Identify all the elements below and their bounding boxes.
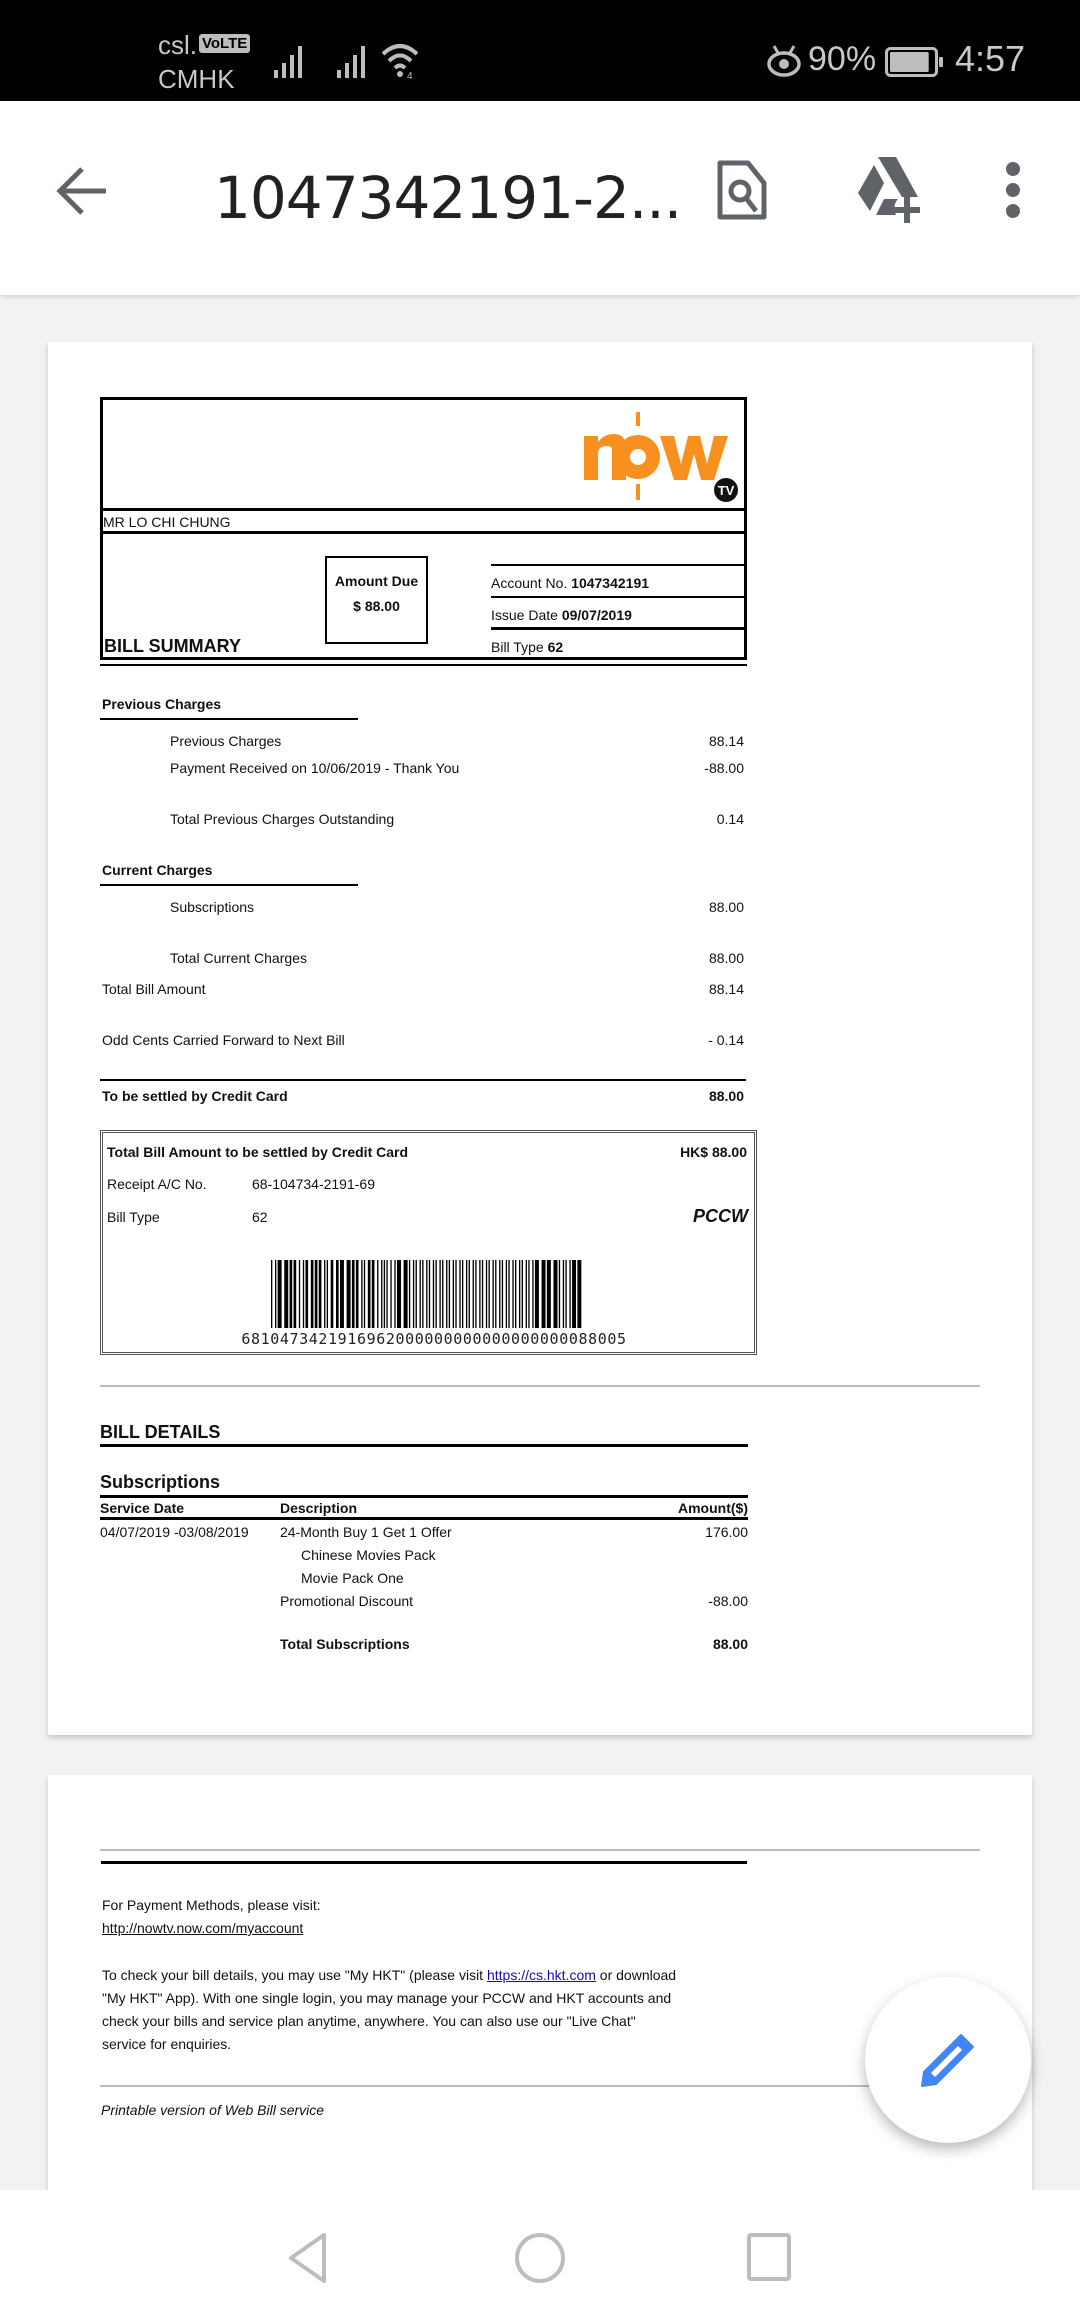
wifi-icon [380, 40, 426, 80]
description: Movie Pack One [301, 1570, 404, 1586]
description: Promotional Discount [280, 1593, 414, 1609]
barcode-bar [482, 1260, 483, 1328]
barcode-bar [352, 1260, 355, 1328]
charge-amount: -88.00 [704, 760, 744, 776]
barcode-bar [559, 1260, 560, 1328]
barcode-bar [305, 1260, 308, 1328]
signal-icon [272, 42, 312, 78]
barcode-bar [506, 1260, 507, 1328]
barcode-bar [572, 1260, 576, 1328]
eye-comfort-icon [765, 42, 803, 80]
charge-row [170, 733, 744, 749]
divider [100, 718, 358, 720]
description: Chinese Movies Pack [301, 1547, 436, 1563]
nav-home-icon[interactable] [514, 2232, 566, 2284]
now-tv-logo [580, 408, 740, 504]
barcode-bar [462, 1260, 463, 1328]
barcode-bar [563, 1260, 564, 1328]
carrier-primary: csl. [158, 30, 197, 60]
barcode-bar [475, 1260, 476, 1328]
barcode-bar [327, 1260, 328, 1328]
bill-type [491, 639, 563, 655]
total-bill-row [102, 981, 744, 997]
edit-fab[interactable] [865, 1977, 1031, 2143]
issue-date [491, 607, 632, 623]
slip-bill-type-label: Bill Type [107, 1209, 160, 1225]
barcode-bar [271, 1260, 272, 1328]
amount: 176.00 [705, 1524, 748, 1540]
charge-label: Total Previous Charges Outstanding [170, 811, 395, 827]
barcode-bar [275, 1260, 276, 1328]
barcode-bar [290, 1260, 293, 1328]
column-header-date: Service Date [100, 1500, 185, 1516]
barcode-bar [416, 1260, 417, 1328]
barcode-bar [473, 1260, 474, 1328]
column-header-description: Description [280, 1500, 358, 1516]
signal-icon [335, 42, 375, 78]
barcode-bar [469, 1260, 470, 1328]
barcode-bar [294, 1260, 297, 1328]
description: 24-Month Buy 1 Get 1 Offer [280, 1524, 452, 1540]
odd-cents-amount: - 0.14 [708, 1032, 744, 1048]
divider [491, 596, 745, 598]
barcode-bar [311, 1260, 314, 1328]
total-bill-label: Total Bill Amount [102, 981, 206, 997]
charge-row [170, 760, 744, 776]
charge-total-row [170, 950, 744, 966]
odd-cents-label: Odd Cents Carried Forward to Next Bill [102, 1032, 345, 1048]
back-arrow-icon[interactable] [54, 161, 114, 221]
barcode-bar [372, 1260, 375, 1328]
info-text: or download [595, 1967, 677, 1983]
bill-type-value: 62 [547, 639, 564, 655]
info-line: service for enquiries. [102, 2036, 232, 2052]
current-charges-heading: Current Charges [102, 862, 213, 878]
divider [101, 1861, 747, 1864]
barcode-bar [512, 1260, 513, 1328]
edit-pencil-icon [918, 2030, 978, 2090]
divider [100, 1444, 748, 1447]
pccw-brand: PCCW [693, 1206, 748, 1226]
payment-methods-text: For Payment Methods, please visit: [102, 1897, 321, 1913]
barcode-bar [386, 1260, 387, 1328]
barcode [271, 1260, 584, 1328]
barcode-bar [381, 1260, 382, 1328]
divider [491, 564, 745, 566]
volte-badge: VoLTE [199, 34, 250, 53]
document-title: 1047342191-2... [214, 164, 682, 232]
divider [100, 531, 747, 534]
barcode-bar [420, 1260, 421, 1328]
barcode-bar [442, 1260, 443, 1328]
battery-icon [885, 47, 945, 77]
barcode-bar [499, 1260, 500, 1328]
barcode-bar [439, 1260, 440, 1328]
barcode-number: 6810473421916962000000000000000000088005 [241, 1330, 627, 1348]
service-date: 04/07/2019 -03/08/2019 [100, 1524, 249, 1540]
amount: -88.00 [708, 1593, 748, 1609]
barcode-bar [449, 1260, 450, 1328]
barcode-bar [336, 1260, 339, 1328]
nav-recents-icon[interactable] [746, 2232, 792, 2282]
bill-summary-title: BILL SUMMARY [104, 636, 241, 656]
barcode-bar [554, 1260, 558, 1328]
pdf-page-1 [48, 342, 1032, 1735]
settled-row [102, 1088, 744, 1104]
barcode-bar [492, 1260, 493, 1328]
account-number-value: 1047342191 [571, 575, 650, 591]
barcode-bar [479, 1260, 480, 1328]
barcode-bar [455, 1260, 456, 1328]
barcode-bar [489, 1260, 490, 1328]
barcode-bar [397, 1260, 401, 1328]
slip-amount: HK$ 88.00 [680, 1144, 747, 1160]
barcode-bar [519, 1260, 520, 1328]
divider [100, 1079, 746, 1081]
charge-label: Payment Received on 10/06/2019 - Thank You [170, 760, 460, 776]
column-header-amount: Amount($) [678, 1500, 748, 1516]
payment-methods-link[interactable]: http://nowtv.now.com/myaccount [102, 1920, 304, 1936]
customer-name: MR LO CHI CHUNG [103, 514, 231, 530]
barcode-bar [446, 1260, 447, 1328]
charge-label: Total Current Charges [170, 950, 307, 966]
divider [100, 1385, 980, 1387]
barcode-bar [577, 1260, 581, 1328]
charge-amount: 88.00 [708, 950, 744, 966]
subscriptions-subtitle: Subscriptions [100, 1472, 221, 1492]
barcode-bar [426, 1260, 427, 1328]
barcode-bar [508, 1260, 509, 1328]
info-line: check your bills and service plan anytime, anywhere. You can also use our "Live Chat" [102, 2013, 636, 2029]
barcode-bar [542, 1260, 546, 1328]
barcode-bar [522, 1260, 523, 1328]
barcode-bar [384, 1260, 385, 1328]
barcode-bar [466, 1260, 467, 1328]
barcode-bar [486, 1260, 487, 1328]
barcode-bar [547, 1260, 551, 1328]
receipt-value: 68-104734-2191-69 [252, 1176, 375, 1192]
total-subscriptions-amount: 88.00 [712, 1636, 748, 1652]
bill-type-label: Bill Type [491, 639, 544, 655]
info-line [102, 1964, 782, 1987]
more-vert-icon[interactable] [998, 159, 1028, 221]
barcode-bar [394, 1260, 395, 1328]
charge-row [170, 899, 744, 915]
pdf-page-2 [48, 1775, 1032, 2215]
barcode-bar [429, 1260, 430, 1328]
info-text: To check your bill details, you may use "My HKT" (please visit [102, 1967, 487, 1983]
barcode-bar [356, 1260, 359, 1328]
clock: 4:57 [955, 38, 1026, 79]
account-number [491, 575, 649, 591]
slip-bill-type-value: 62 [252, 1209, 268, 1225]
barcode-bar [569, 1260, 570, 1328]
receipt-label: Receipt A/C No. [107, 1176, 207, 1192]
status-bar [0, 0, 1080, 101]
barcode-bar [502, 1260, 503, 1328]
barcode-bar [515, 1260, 516, 1328]
amount-due-box [325, 556, 428, 644]
app-toolbar [0, 101, 1080, 295]
battery-percent: 90% [808, 40, 877, 78]
total-subscriptions-label: Total Subscriptions [280, 1636, 410, 1652]
divider [100, 1495, 748, 1498]
barcode-bar [526, 1260, 527, 1328]
amount-due-value: $ 88.00 [353, 598, 400, 614]
barcode-bar [565, 1260, 566, 1328]
barcode-bar [495, 1260, 496, 1328]
total-bill-amount: 88.14 [708, 981, 744, 997]
divider [491, 627, 745, 630]
charge-amount: 88.00 [708, 899, 744, 915]
barcode-bar [453, 1260, 454, 1328]
divider [100, 884, 358, 886]
barcode-bar [284, 1260, 288, 1328]
bill-details-title: BILL DETAILS [100, 1422, 221, 1442]
divider [100, 2085, 980, 2087]
barcode-bar [390, 1260, 391, 1328]
charge-label: Subscriptions [170, 899, 255, 915]
charge-label: Previous Charges [170, 733, 282, 749]
barcode-bar [324, 1260, 325, 1328]
barcode-bar [532, 1260, 533, 1328]
barcode-bar [347, 1260, 351, 1328]
svg-text:4: 4 [407, 71, 413, 80]
settled-amount: 88.00 [708, 1088, 744, 1104]
carrier-secondary: CMHK [158, 64, 235, 94]
previous-charges-heading: Previous Charges [102, 696, 222, 712]
odd-cents-row [102, 1032, 744, 1048]
barcode-bar [278, 1260, 282, 1328]
issue-date-label: Issue Date [491, 607, 558, 623]
hkt-link[interactable]: https://cs.hkt.com [486, 1967, 596, 1983]
barcode-bar [368, 1260, 371, 1328]
divider [100, 508, 747, 511]
charge-amount: 0.14 [716, 811, 744, 827]
barcode-bar [299, 1260, 300, 1328]
slip-title: Total Bill Amount to be settled by Credit Card [107, 1144, 409, 1160]
divider [100, 1517, 748, 1520]
barcode-bar [433, 1260, 434, 1328]
barcode-bar [404, 1260, 408, 1328]
barcode-bar [435, 1260, 436, 1328]
barcode-bar [459, 1260, 460, 1328]
divider [100, 1849, 980, 1851]
charge-total-row [170, 811, 744, 827]
system-nav-bar [0, 2190, 1080, 2310]
find-in-document-icon[interactable] [716, 159, 768, 221]
barcode-bar [331, 1260, 334, 1328]
account-number-label: Account No. [491, 575, 568, 591]
barcode-bar [413, 1260, 414, 1328]
barcode-bar [364, 1260, 365, 1328]
barcode-bar [528, 1260, 529, 1328]
charge-amount: 88.14 [708, 733, 744, 749]
barcode-bar [422, 1260, 423, 1328]
barcode-bar [319, 1260, 322, 1328]
printable-version-note: Printable version of Web Bill service [101, 2102, 325, 2118]
nav-back-icon[interactable] [286, 2232, 330, 2284]
barcode-bar [409, 1260, 410, 1328]
issue-date-value: 09/07/2019 [561, 607, 632, 623]
logo-tv-text: TV [717, 483, 735, 498]
slip-title-row [107, 1144, 747, 1160]
barcode-bar [377, 1260, 378, 1328]
my-hkt-info [102, 1964, 782, 2056]
barcode-bar [361, 1260, 362, 1328]
barcode-bar [315, 1260, 318, 1328]
divider [100, 664, 747, 666]
settled-label: To be settled by Credit Card [102, 1088, 288, 1104]
drive-add-icon[interactable] [852, 153, 924, 223]
barcode-bar [303, 1260, 304, 1328]
barcode-bar [535, 1260, 539, 1328]
barcode-bar [340, 1260, 344, 1328]
info-line: "My HKT" App). With one single login, you may manage your PCCW and HKT accounts and [102, 1990, 672, 2006]
amount-due-label: Amount Due [334, 573, 419, 589]
